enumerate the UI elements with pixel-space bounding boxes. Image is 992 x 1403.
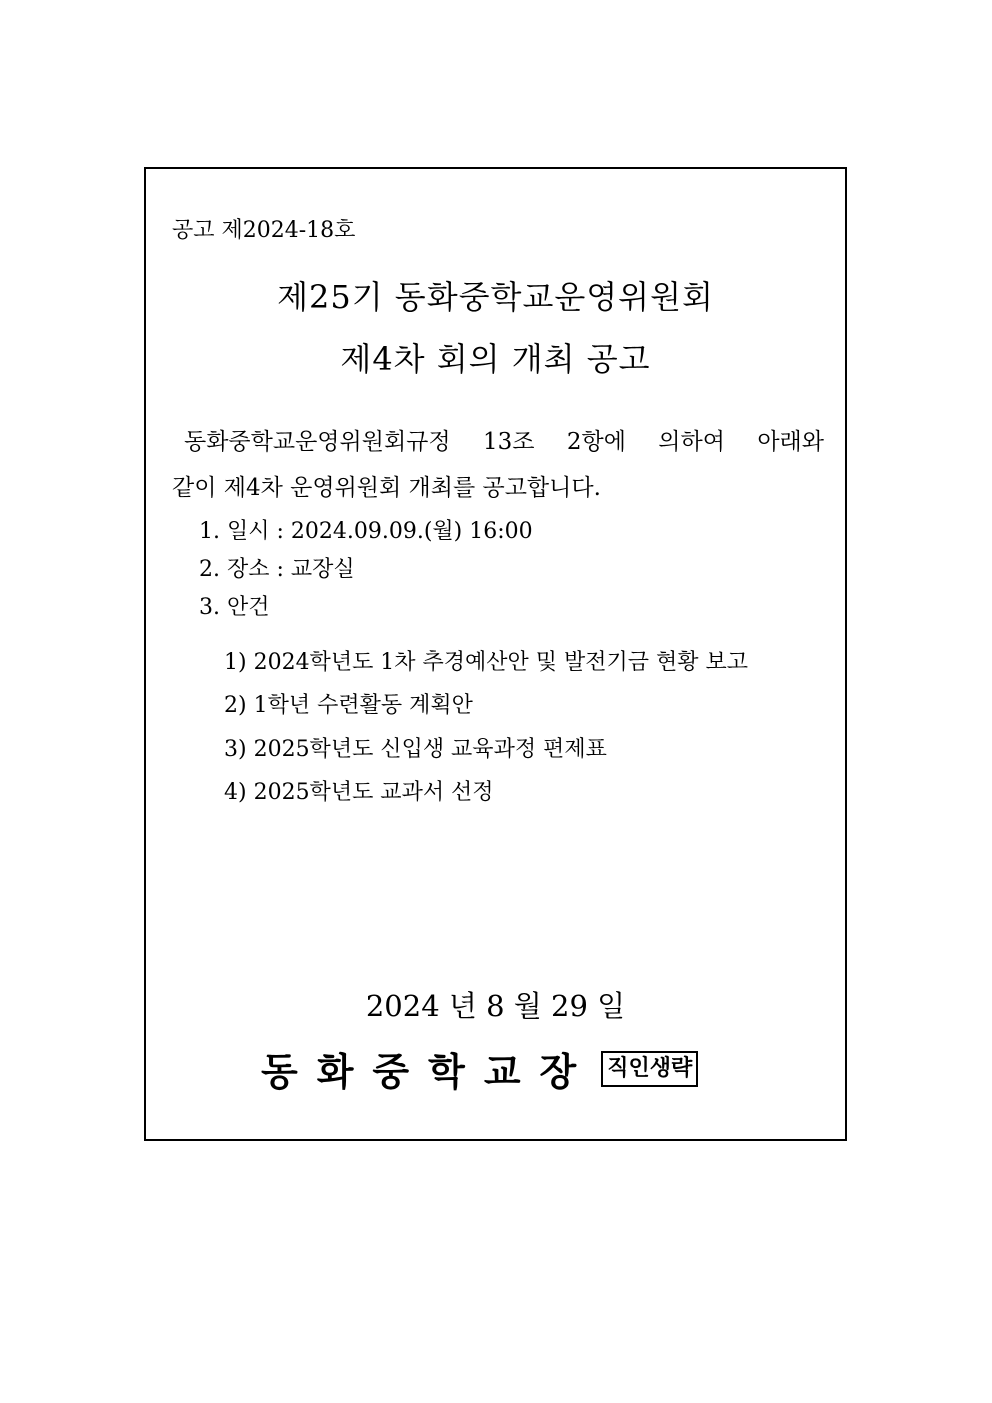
item-agenda-heading: 3. 안건 — [199, 595, 270, 620]
item-location: 2. 장소 : 교장실 — [199, 557, 355, 582]
agenda-item: 2) 1학년 수련활동 계획안 — [224, 693, 473, 718]
principal-title: 동화중학교장 — [261, 1050, 596, 1094]
agenda-item: 3) 2025학년도 신입생 교육과정 편제표 — [224, 737, 607, 762]
body-line-2: 같이 제4차 운영위원회 개최를 공고합니다. — [172, 475, 601, 501]
notice-frame — [144, 167, 847, 1141]
seal-omitted-stamp: 직인생략 — [601, 1051, 698, 1087]
title-line-1: 제25기 동화중학교운영위원회 — [277, 278, 714, 316]
title-line-2: 제4차 회의 개최 공고 — [340, 340, 651, 378]
item-datetime: 1. 일시 : 2024.09.09.(월) 16:00 — [199, 519, 533, 544]
agenda-item: 1) 2024학년도 1차 추경예산안 및 발전기금 현황 보고 — [224, 650, 749, 675]
notice-date: 2024 년 8 월 29 일 — [365, 989, 626, 1023]
body-line-1: 동화중학교운영위원회규정 13조 2항에 의하여 아래와 — [184, 429, 824, 455]
signer-row — [261, 1041, 698, 1096]
notice-number: 공고 제2024-18호 — [172, 218, 356, 243]
agenda-item: 4) 2025학년도 교과서 선정 — [224, 780, 494, 805]
